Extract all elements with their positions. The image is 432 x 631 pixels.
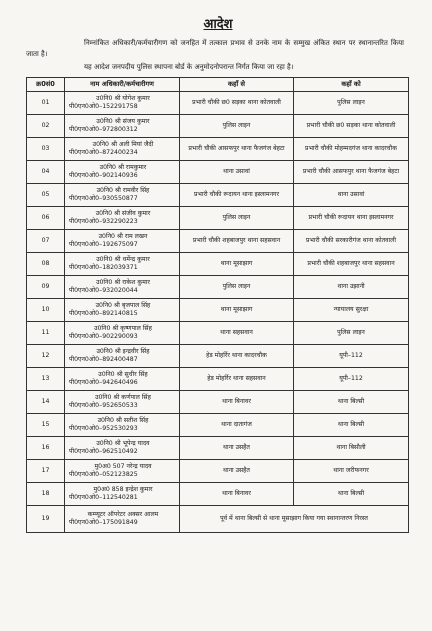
row-name-cell: [65, 230, 180, 253]
row-name-cell: [65, 506, 180, 533]
table-row: [27, 460, 409, 483]
row-to: प्रभारी चौकी रूदायन थाना इस्लामनगर: [294, 207, 409, 230]
row-officer-name: उ0नि0 श्री रामवीर सिंह: [96, 187, 150, 195]
row-name-cell: [65, 161, 180, 184]
row-from: थाना उसावां: [180, 161, 294, 184]
row-name-cell: [65, 322, 180, 345]
row-pno: पी0एन0ओ0–112540281: [69, 494, 138, 501]
row-name-cell: [65, 184, 180, 207]
row-pno: पी0एन0ओ0–942640496: [69, 379, 138, 386]
row-to: पुलिस लाइन: [294, 92, 409, 115]
row-name-cell: [65, 437, 180, 460]
row-from: पुलिस लाइन: [180, 115, 294, 138]
table-row: [27, 207, 409, 230]
table-row: [27, 276, 409, 299]
row-serial: 16: [27, 437, 65, 460]
header-serial: क्र0सं0: [27, 78, 65, 92]
row-to: प्रभारी चौकी छ0 सड़का थाना कोतवाली: [294, 115, 409, 138]
row-serial: 08: [27, 253, 65, 276]
row-serial: 11: [27, 322, 65, 345]
row-officer-name: मु0अ0 507 नरेन्द्र यादव: [94, 463, 152, 471]
row-officer-name: उ0नि0 श्री सतीश सिंह: [97, 417, 149, 425]
row-officer-name: उ0नि0 श्री धर्मेन्द्र कुमार: [96, 256, 150, 264]
row-serial: 10: [27, 299, 65, 322]
row-to: न्यायालय सुरक्षा: [294, 299, 409, 322]
row-officer-name: उ0नि0 श्री कृष्णपाल सिंह: [94, 325, 152, 333]
row-pno: पी0एन0ओ0–052123825: [69, 471, 138, 478]
row-officer-name: उ0नि0 श्री सुधीर सिंह: [98, 371, 148, 379]
row-from: प्रभारी चौकी आसफपुर थाना फैजगंज बेहटा: [180, 138, 294, 161]
table-row: [27, 345, 409, 368]
row-name-cell: [65, 207, 180, 230]
row-from: थाना उसहैत: [180, 437, 294, 460]
row-from: थाना बिनावर: [180, 483, 294, 506]
row-pno: पी0एन0ओ0–175091849: [69, 519, 138, 526]
row-serial: 09: [27, 276, 65, 299]
row-serial: 07: [27, 230, 65, 253]
row-from: थाना मूसाझाग: [180, 253, 294, 276]
row-name-cell: [65, 115, 180, 138]
row-pno: पी0एन0ओ0–930550877: [69, 195, 138, 202]
table-row: [27, 115, 409, 138]
row-from: थाना बिनावर: [180, 391, 294, 414]
row-from: पुलिस लाइन: [180, 276, 294, 299]
row-to: प्रभारी चौकी सरकारीगंज थाना कोतवाली: [294, 230, 409, 253]
row-pno: पी0एन0ओ0–952530293: [69, 425, 138, 432]
row-cancellation-note: पूर्व में थाना बिल्सी से थाना मूसाझाग किया गया स्थानान्तरण निरस्त: [180, 506, 409, 533]
table-row: [27, 322, 409, 345]
row-officer-name: उ0नि0 श्री संजय कुमार: [96, 118, 150, 126]
table-row: [27, 138, 409, 161]
row-name-cell: [65, 483, 180, 506]
header-to: कहाँ को: [294, 78, 409, 92]
row-from: पुलिस लाइन: [180, 207, 294, 230]
row-serial: 12: [27, 345, 65, 368]
row-serial: 15: [27, 414, 65, 437]
row-from: प्रभारी चौकी छ0 सड़का थाना कोतवाली: [180, 92, 294, 115]
row-name-cell: [65, 253, 180, 276]
row-from: थाना मूसाझाग: [180, 299, 294, 322]
table-row: [27, 299, 409, 322]
row-from: प्रभारी चौकी रूदायन थाना इस्लामनगर: [180, 184, 294, 207]
row-to: थाना बिल्सी: [294, 414, 409, 437]
row-pno: पी0एन0ओ0–962510492: [69, 448, 138, 455]
row-to: थाना बिल्सी: [294, 391, 409, 414]
row-pno: पी0एन0ओ0–972800312: [69, 126, 138, 133]
table-row: [27, 391, 409, 414]
row-pno: पी0एन0ओ0–932290223: [69, 218, 138, 225]
row-to: थाना जरीफनगर: [294, 460, 409, 483]
row-pno: पी0एन0ओ0–872400234: [69, 149, 138, 156]
row-name-cell: [65, 345, 180, 368]
row-pno: पी0एन0ओ0–902140936: [69, 172, 138, 179]
row-to: यूपी–112: [294, 345, 409, 368]
table-row: [27, 506, 409, 533]
row-from: हेड मोहर्रिर थाना कादरचौक: [180, 345, 294, 368]
row-officer-name: उ0नि0 श्री संजीव कुमार: [95, 210, 151, 218]
table-row: [27, 161, 409, 184]
row-serial: 04: [27, 161, 65, 184]
row-pno: पी0एन0ओ0–952650533: [69, 402, 138, 409]
row-serial: 06: [27, 207, 65, 230]
row-to: थाना उझानी: [294, 276, 409, 299]
table-row: [27, 92, 409, 115]
row-name-cell: [65, 299, 180, 322]
row-to: थाना बिल्सी: [294, 483, 409, 506]
header-from: कहाँ से: [180, 78, 294, 92]
row-serial: 13: [27, 368, 65, 391]
row-serial: 17: [27, 460, 65, 483]
row-to: थाना बिसौली: [294, 437, 409, 460]
row-pno: पी0एन0ओ0–892400487: [69, 356, 138, 363]
row-serial: 05: [27, 184, 65, 207]
row-serial: 19: [27, 506, 65, 533]
row-to: प्रभारी चौकी मोहम्मदगंज थाना कादरचौक: [294, 138, 409, 161]
table-row: [27, 414, 409, 437]
table-header-row: [27, 78, 409, 92]
row-to: यूपी–112: [294, 368, 409, 391]
row-pno: पी0एन0ओ0–182039371: [69, 264, 138, 271]
row-to: प्रभारी चौकी आसफपुर थाना फैजगंज बेहटा: [294, 161, 409, 184]
row-name-cell: [65, 414, 180, 437]
row-to: थाना उसावां: [294, 184, 409, 207]
table-row: [27, 230, 409, 253]
row-serial: 14: [27, 391, 65, 414]
row-serial: 01: [27, 92, 65, 115]
row-officer-name: कम्प्यूटर ऑपरेटर अक्सर आलम: [87, 511, 159, 519]
transfer-table: [26, 77, 409, 533]
row-to: प्रभारी चौकी शहबाजपुर थाना सहसवान: [294, 253, 409, 276]
approval-paragraph: यह आदेश जनपदीय पुलिस स्थापना बोर्ड के अनुमोदनोपरान्त निर्गत किया जा रहा है।: [84, 63, 294, 71]
row-officer-name: उ0नि0 श्री योगेश कुमार: [96, 95, 150, 103]
header-name: नाम अधिकारी/कर्मचारीगण: [65, 78, 180, 92]
row-from: थाना दातागंज: [180, 414, 294, 437]
table-row: [27, 253, 409, 276]
row-from: प्रभारी चौकी शहबाजपुर थाना सहसवान: [180, 230, 294, 253]
row-officer-name: उ0नि0 श्री भूपेन्द्र यादव: [96, 440, 150, 448]
row-officer-name: उ0नि0 श्री राकेश कुमार: [96, 279, 150, 287]
row-name-cell: [65, 460, 180, 483]
row-serial: 18: [27, 483, 65, 506]
row-name-cell: [65, 368, 180, 391]
row-officer-name: उ0नि0 श्री कर्णपाल सिंह: [95, 394, 151, 402]
row-officer-name: उ0नि0 श्री इन्द्रवीर सिंह: [96, 348, 150, 356]
row-name-cell: [65, 276, 180, 299]
table-row: [27, 184, 409, 207]
table-body: [27, 92, 409, 533]
row-serial: 03: [27, 138, 65, 161]
table-row: [27, 483, 409, 506]
row-officer-name: उ0नि0 श्री राम लखन: [98, 233, 148, 241]
table-row: [27, 368, 409, 391]
row-pno: पी0एन0ओ0–932020044: [69, 287, 138, 294]
row-from: थाना उसहैत: [180, 460, 294, 483]
row-pno: पी0एन0ओ0–902290093: [69, 333, 138, 340]
row-pno: पी0एन0ओ0–192675097: [69, 241, 138, 248]
row-to: पुलिस लाइन: [294, 322, 409, 345]
row-from: थाना सहसवान: [180, 322, 294, 345]
order-paragraph: निम्नांकित अधिकारी/कर्मचारीगण को जनहित में तत्काल प्रभाव से उनके नाम के सम्मुख अंकित स्थान पर स्थानान्तरित किया जाता है।: [26, 39, 404, 58]
row-pno: पी0एन0ओ0–152291758: [69, 103, 138, 110]
row-officer-name: मु0अ0 858 इन्द्रेश कुमार: [93, 486, 153, 494]
document-title: आदेश: [203, 17, 233, 32]
row-officer-name: उ0नि0 श्री अली मियां जैदी: [92, 141, 154, 149]
row-from: हेड मोहर्रिर थाना सहसवान: [180, 368, 294, 391]
row-name-cell: [65, 92, 180, 115]
table-row: [27, 437, 409, 460]
row-pno: पी0एन0ओ0–892140815: [69, 310, 138, 317]
row-officer-name: उ0नि0 श्री बृजपाल सिंह: [95, 302, 151, 310]
row-name-cell: [65, 138, 180, 161]
row-name-cell: [65, 391, 180, 414]
row-officer-name: उ0नि0 श्री रामकुमार: [99, 164, 147, 172]
row-serial: 02: [27, 115, 65, 138]
